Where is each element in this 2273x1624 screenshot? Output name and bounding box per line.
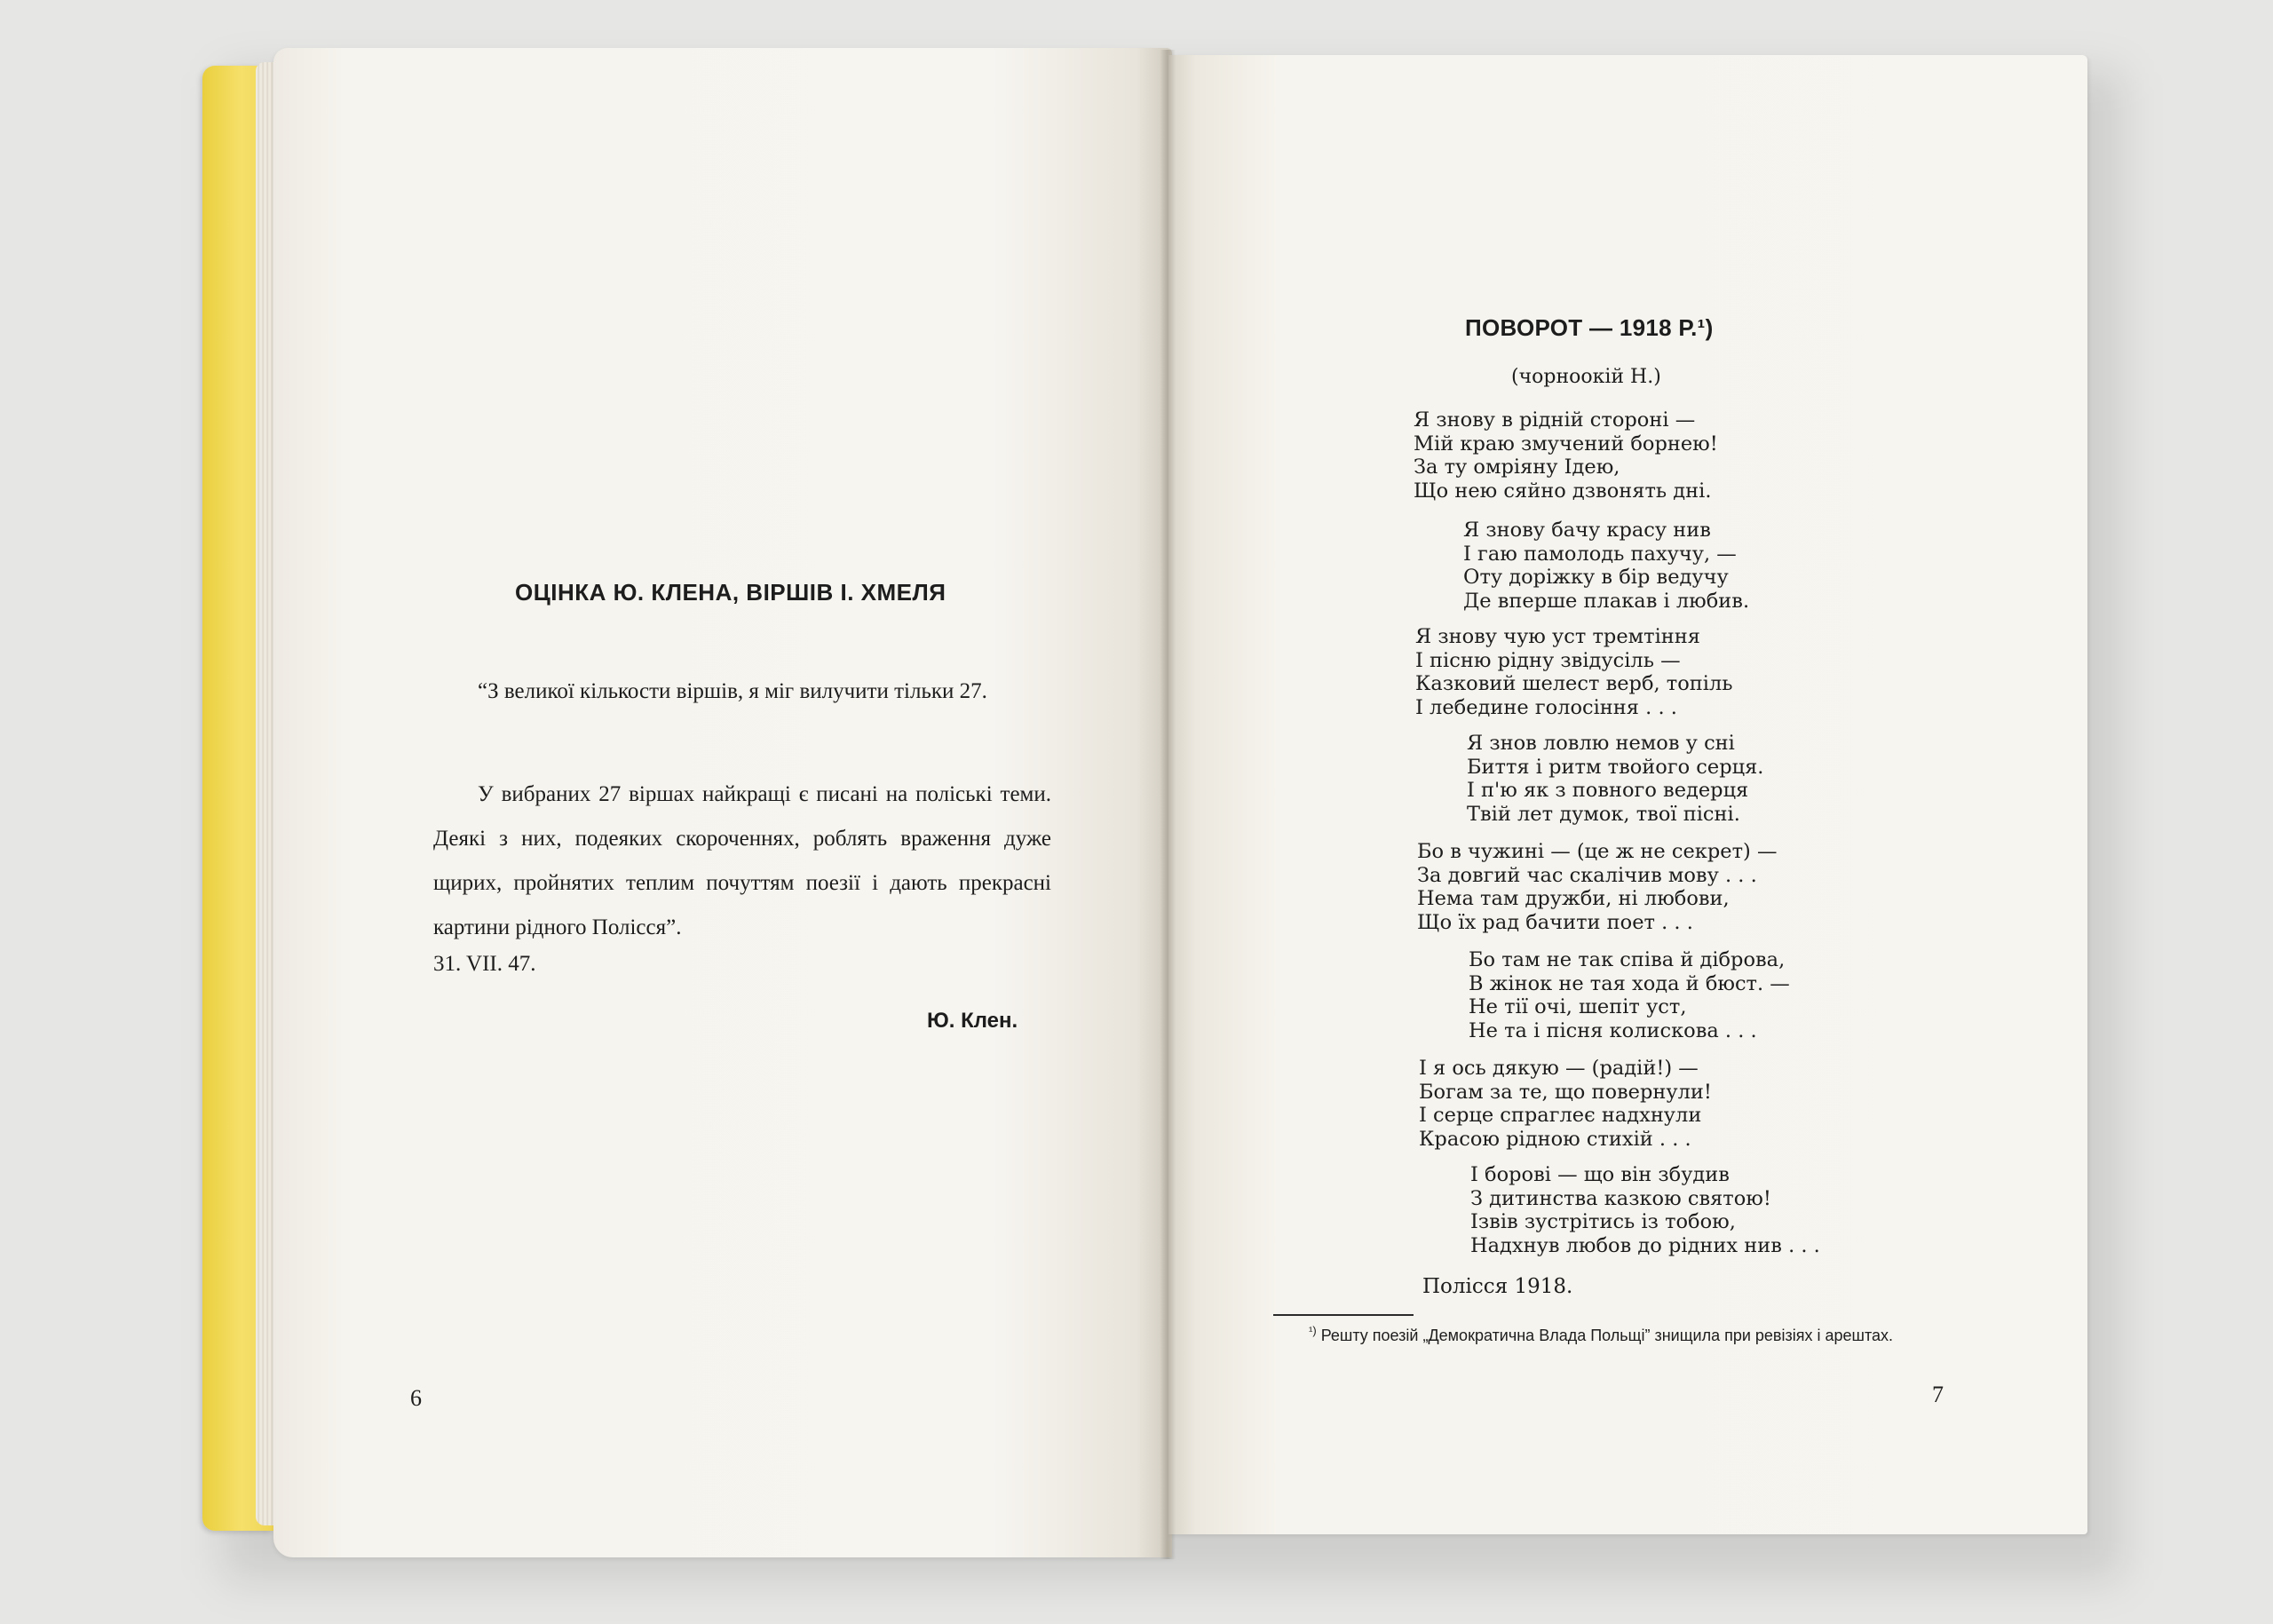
poem-line: Де вперше плакав і любив. [1463, 589, 1750, 613]
poem-title: ПОВОРОТ — 1918 Р.¹) [1465, 314, 1714, 341]
poem-line: Я знову бачу красу нив [1463, 519, 1711, 542]
poem-stanza [1414, 408, 1718, 503]
poem-line: Я знов ловлю немов у сні [1467, 732, 1735, 755]
poem-line: Богам за те, що повернули! [1419, 1080, 1712, 1104]
poem-line: І п'ю як з повного ведерця [1467, 779, 1749, 802]
poem-line: Казковий шелест верб, топіль [1415, 672, 1733, 695]
poem-stanza [1419, 1057, 1712, 1151]
poem-line: І гаю памолодь пахучу, — [1463, 542, 1737, 566]
review-date: 31. VII. 47. [433, 952, 536, 976]
poem-line: Оту доріжку в бір ведучу [1463, 566, 1729, 589]
poem-line: І пісню рідну звідусіль — [1415, 648, 1681, 672]
poem-stanza [1467, 732, 1763, 826]
left-page-number: 6 [410, 1385, 422, 1411]
poem-line: І борові — що він збудив [1470, 1163, 1730, 1186]
poem-line: Биття і ритм твойого серця. [1467, 755, 1764, 779]
poem-line: Бо там не так співа й діброва, [1469, 948, 1786, 971]
poem-line: Нема там дружби, ні любови, [1417, 887, 1730, 910]
poem-line: Мій краю змучений борнею! [1414, 432, 1718, 456]
footnote-mark: ¹) [1309, 1324, 1317, 1337]
poem-stanza [1417, 840, 1777, 934]
footnote-text: Решту поезій „Демократична Влада Польщі” знищила при ревізіях і арештах. [1320, 1327, 1894, 1344]
poem-line: Я знову в рідній стороні — [1414, 408, 1696, 432]
poem-stanza [1469, 948, 1790, 1042]
poem-line: Що нею сяйно дзвонять дні. [1414, 479, 1712, 503]
footnote [1273, 1316, 1955, 1351]
poem-line: Не тії очі, шепіт уст, [1469, 995, 1687, 1018]
poem-line: Твій лет думок, твої пісні. [1467, 802, 1740, 826]
poem-line: І я ось дякую — (радій!) — [1419, 1057, 1699, 1080]
poem-line: З дитинства казкою святою! [1470, 1186, 1771, 1210]
poem-stanza [1463, 519, 1749, 613]
poem-line: Ізвів зустрітись із тобою, [1470, 1210, 1736, 1233]
book-gutter-shadow [1160, 50, 1176, 1559]
poem-line: І серце спраглеє надхнули [1419, 1104, 1702, 1127]
review-signature: Ю. Клен. [927, 1009, 1018, 1033]
poem-dedication: (чорноокій Н.) [1511, 366, 1661, 388]
review-paragraph-2: У вибраних 27 віршах найкращі є писані на поліські теми. Деякі з них, подеяких скороченнях, роблять враження дуже щирих, пройнятих теплим почуттям поезії і дають прекрасні картини рідного Полісся”. [433, 782, 1051, 939]
poem-stanza [1470, 1163, 1820, 1257]
poem-line: І лебедине голосіння . . . [1415, 695, 1677, 719]
review-paragraph-1: “З великої кількости віршів, я міг вилучити тільки 27. [478, 679, 987, 703]
poem-line: Що їх рад бачити поет . . . [1417, 910, 1693, 934]
poem-place-date: Полісся 1918. [1422, 1275, 1573, 1298]
poem-line: В жінок не тая хода й бюст. — [1469, 971, 1790, 995]
right-page-number: 7 [1932, 1382, 1944, 1407]
poem-line: За довгий час скалічив мову . . . [1417, 863, 1757, 887]
poem-line: Не та і пісня колискова . . . [1469, 1018, 1757, 1042]
poem-line: Я знову чую уст тремтіння [1415, 625, 1700, 648]
poem-line: За ту омріяну Ідею, [1414, 456, 1620, 479]
left-page [273, 48, 1172, 1557]
poem-line: Надхнув любов до рідних нив . . . [1470, 1233, 1820, 1257]
left-page-title: ОЦІНКА Ю. КЛЕНА, ВІРШІВ І. ХМЕЛЯ [515, 579, 946, 606]
poem-stanza [1415, 625, 1733, 719]
poem-line: Красою рідною стихій . . . [1419, 1127, 1691, 1151]
right-page [1168, 55, 2087, 1534]
poem-line: Бо в чужині — (це ж не секрет) — [1417, 840, 1778, 863]
